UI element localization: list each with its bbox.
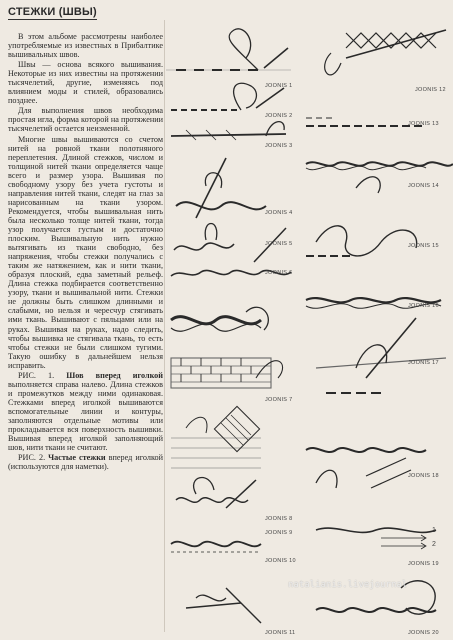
fig2-caption — [8, 453, 163, 471]
figure-10-threaded-running — [176, 478, 256, 508]
figure-12-cross-stitch — [325, 30, 446, 75]
paragraph-basis: Швы — основа всякого вышивания. Некоторые из них известны на протяжении тысячелетий, другие, изменяясь под влиянием моды и стилей, образовались позднее. — [8, 60, 163, 106]
paragraph-technique: Многие швы вышиваются со счетом нитей на ровной ткани полотняного переплетения. Длиной стежков, числом и толщиной нитей ткани определяется чаще всего и размер узора. Вышивая по свободному узору без учета густоты и направления нитей ткани, следят на глаз за нарисованным на ткани узором. Рекомендуется, чтобы вышивальная нить была несколько толще нитей ткани, тогда узор получается густым и достаточно плоским. Вышивальную нить нужно вытягивать из ткани свободно, без напряжения, чтобы стежки получались с таким же натяжением, как и нити ткани, образуя плоский, едва заметный рельеф. Длина стежка подбирается соответственно узору, ткани и вышивальной нити. Стежки не должны быть слишком длинными и слабыми, но нельзя и чересчур стягивать ими ткань. Вышивают с пяльцами или на руках. Вышивая на руках, надо следить, чтобы вышивка не стягивала ткань, то есть чтобы стежки не были слишком тугими. Такую ошибку в дальнейшем нельзя исправить. — [8, 134, 163, 370]
label-joonis-11: JOONIS 11 — [265, 630, 296, 636]
label-joonis-6: JOONIS 6 — [265, 270, 293, 276]
figure-9-satin-block — [171, 406, 261, 468]
label-joonis-19: JOONIS 19 — [408, 561, 439, 567]
label-joonis-14: JOONIS 14 — [408, 183, 439, 189]
fig1-text: выполняется справа налево. Длина стежков и промежутков между ними одинаковая. Стежками вперед иголкой вышиваются вспомогательные линии и контуры, заполняются отдельные мотивы или прокладывается вся поверхность вышивки. Вышивая вперед иголкой заполняющий шов, нити ткани не считают. — [8, 379, 163, 453]
label-joonis-17: JOONIS 17 — [408, 360, 439, 366]
label-joonis-20: JOONIS 20 — [408, 630, 439, 636]
label-joonis-5: JOONIS 5 — [265, 241, 293, 247]
figure-11-needle-cross — [186, 588, 261, 623]
label-joonis-3: JOONIS 3 — [265, 143, 293, 149]
page-title: СТЕЖКИ (ШВЫ) — [8, 6, 97, 18]
figure-8-brick-stitch — [171, 358, 283, 388]
label-joonis-10: JOONIS 10 — [265, 558, 296, 564]
label-joonis-4: JOONIS 4 — [265, 210, 293, 216]
figure-13-double-running — [306, 118, 422, 126]
figure-7-chain-stitch — [171, 307, 268, 331]
figure-17-needle-loop — [316, 318, 446, 393]
text-column — [8, 32, 163, 472]
watermark-text: natalianis.livejournal — [288, 580, 408, 590]
figure-4-stem-stitch — [176, 158, 266, 218]
arrow-label-1: 1 — [432, 527, 437, 534]
stitch-illustrations — [166, 18, 453, 640]
label-joonis-18: JOONIS 18 — [408, 473, 439, 479]
figure-3-backstitch — [171, 122, 286, 140]
label-joonis-7: JOONIS 7 — [265, 397, 293, 403]
label-joonis-12: JOONIS 12 — [415, 87, 446, 93]
fig2-prefix: РИС. 2. — [18, 453, 46, 463]
label-joonis-2: JOONIS 2 — [265, 113, 293, 119]
figure-1-running-stitch — [166, 29, 291, 70]
fig1-prefix: РИС. 1. — [18, 370, 55, 380]
label-joonis-13: JOONIS 13 — [408, 121, 439, 127]
fig1-caption — [8, 371, 163, 452]
paragraph-needle: Для выполнения швов необходима простая игла, форма которой на протяжении тысячелетий остается неизменной. — [8, 106, 163, 134]
paragraph-intro: В этом альбоме рассмотрены наиболее употребляемые из известных в Прибалтике вышивальных швов. — [8, 32, 163, 60]
label-joonis-16: JOONIS 16 — [408, 303, 439, 309]
figure-11-whipped-stitch — [171, 542, 261, 552]
fig2-name: Частые стежки — [48, 453, 106, 463]
figure-5-6-wave-stitch — [171, 224, 291, 277]
fig1-name: Шов вперед иголкой — [66, 370, 163, 380]
column-divider — [164, 20, 165, 632]
label-joonis-1: JOONIS 1 — [265, 83, 293, 89]
figure-15-loop-stitch — [306, 226, 417, 256]
figure-18-chain-row — [306, 448, 426, 488]
label-joonis-15: JOONIS 15 — [408, 243, 439, 249]
figure-19-arrows — [316, 528, 436, 549]
label-joonis-9: JOONIS 9 — [265, 530, 293, 536]
arrow-label-2: 2 — [432, 541, 437, 548]
fig2-text: вперед иголкой (используются для наметки). — [8, 453, 164, 472]
label-joonis-8: JOONIS 8 — [265, 516, 293, 522]
